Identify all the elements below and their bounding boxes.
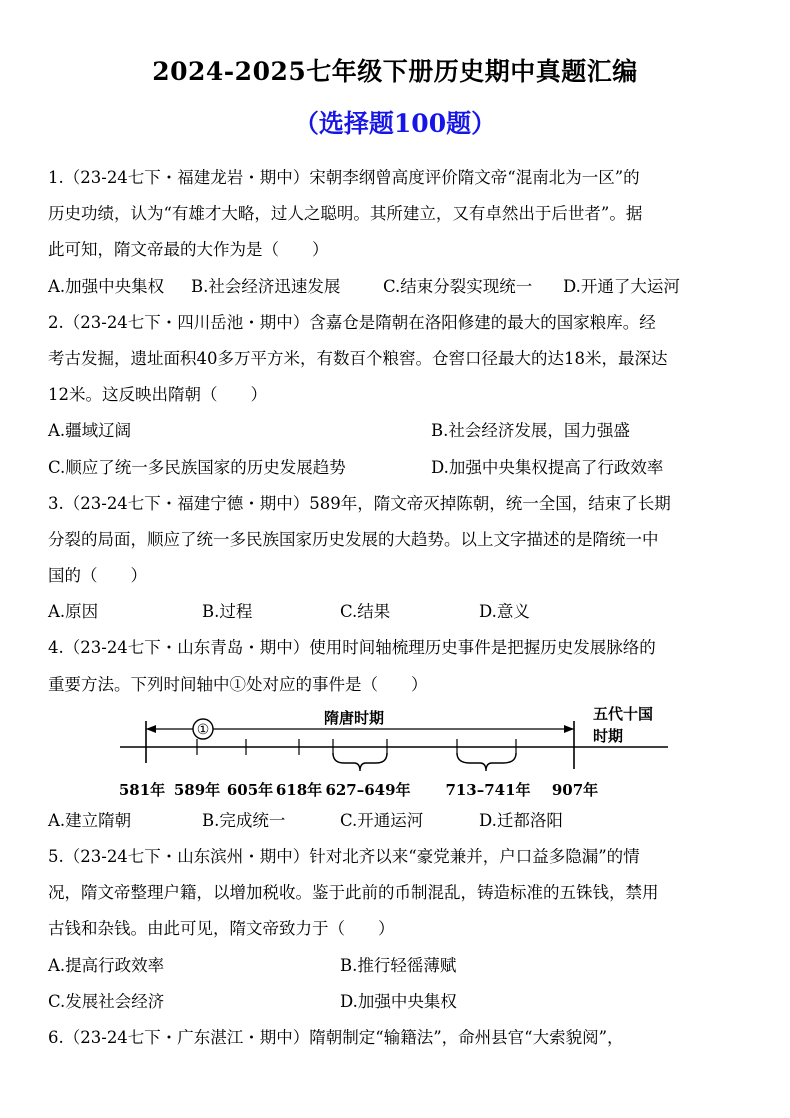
option-d[interactable]: D.开通了大运河 [563, 276, 680, 296]
question-text: 况，隋文帝整理户籍，以增加税收。鉴于此前的币制混乱，铸造标准的五铢钱，禁用 [48, 883, 659, 903]
question-text: 12米。这反映出隋朝（ ） [48, 385, 267, 405]
timeline-svg [48, 703, 742, 803]
options [48, 450, 742, 486]
question-text: 分裂的局面，顺应了统一多民族国家历史发展的大趋势。以上文字描述的是隋统一中 [48, 529, 659, 549]
question-text: 4.（23-24七下・山东青岛・期中）使用时间轴梳理历史事件是把握历史发展脉络的 [48, 638, 656, 658]
question-text: 考古发掘，遗址面积40多万平方米，有数百个粮窖。仓窖口径最大的达18米，最深达 [48, 348, 668, 368]
year-label: 907年 [551, 780, 599, 799]
brace-627-649 [333, 753, 387, 771]
question-5 [48, 839, 742, 1020]
question-text: 历史功绩，认为“有雄才大略，过人之聪明。其所建立，又有卓然出于后世者”。据 [48, 204, 643, 224]
timeline-figure [48, 703, 742, 803]
option-a[interactable]: A.提高行政效率 [48, 955, 165, 975]
question-4 [48, 630, 742, 839]
question-2 [48, 305, 742, 486]
year-label: 713–741年 [445, 780, 531, 799]
page-title: 2024-2025七年级下册历史期中真题汇编 [152, 57, 638, 86]
option-b[interactable]: B.过程 [202, 602, 253, 622]
question-text: 古钱和杂钱。由此可见，隋文帝致力于（ ） [48, 919, 395, 939]
option-a[interactable]: A.疆域辽阔 [48, 421, 132, 441]
option-c[interactable]: C.顺应了统一多民族国家的历史发展趋势 [48, 457, 346, 477]
question-text: 国的（ ） [48, 566, 147, 586]
period-label: 隋唐时期 [323, 708, 385, 727]
option-c[interactable]: C.开通运河 [340, 810, 424, 830]
options [48, 984, 742, 1020]
option-c[interactable]: C.发展社会经济 [48, 991, 165, 1011]
marker-label: ① [196, 721, 210, 738]
option-c[interactable]: C.结束分裂实现统一 [383, 276, 533, 296]
question-text: 重要方法。下列时间轴中①处对应的事件是（ ） [48, 674, 428, 694]
end-label-2: 时期 [593, 726, 624, 745]
brace-713-741 [457, 753, 516, 771]
options [48, 269, 742, 305]
year-label: 581年 [118, 780, 166, 799]
option-b[interactable]: B.社会经济发展，国力强盛 [431, 421, 630, 441]
question-text: 2.（23-24七下・四川岳池・期中）含嘉仓是隋朝在洛阳修建的最大的国家粮库。经 [48, 312, 656, 332]
options [48, 413, 742, 449]
question-6 [48, 1020, 742, 1056]
options [48, 803, 742, 839]
question-1 [48, 160, 742, 305]
options [48, 594, 742, 630]
end-label-1: 五代十国 [593, 704, 654, 723]
option-b[interactable]: B.推行轻徭薄赋 [340, 955, 457, 975]
page-subtitle: （选择题100题） [293, 109, 497, 138]
option-b[interactable]: B.社会经济迅速发展 [191, 276, 341, 296]
option-a[interactable]: A.建立隋朝 [48, 810, 132, 830]
question-3 [48, 486, 742, 631]
option-a[interactable]: A.原因 [48, 602, 99, 622]
period-arrow-right-icon [564, 725, 574, 733]
question-text: 5.（23-24七下・山东滨州・期中）针对北齐以来“豪党兼并，户口益多隐漏”的情 [48, 847, 640, 866]
option-d[interactable]: D.意义 [479, 602, 530, 622]
year-label: 589年 [173, 780, 221, 799]
option-d[interactable]: D.迁都洛阳 [479, 810, 563, 830]
year-label: 627–649年 [325, 780, 411, 799]
option-c[interactable]: C.结果 [340, 602, 391, 622]
question-text: 6.（23-24七下・广东湛江・期中）隋朝制定“输籍法”，命州县官“大索貌阅”， [48, 1027, 624, 1047]
options [48, 948, 742, 984]
question-text: 1.（23-24七下・福建龙岩・期中）宋朝李纲曾高度评价隋文帝“混南北为一区”的 [48, 168, 640, 187]
option-d[interactable]: D.加强中央集权提高了行政效率 [431, 457, 664, 477]
option-b[interactable]: B.完成统一 [202, 810, 286, 830]
period-arrow-left-icon [146, 725, 156, 733]
question-list [48, 160, 742, 1056]
question-text: 3.（23-24七下・福建宁德・期中）589年，隋文帝灭掉陈朝，统一全国，结束了长期 [48, 493, 671, 513]
option-d[interactable]: D.加强中央集权 [340, 991, 457, 1011]
option-a[interactable]: A.加强中央集权 [48, 276, 165, 296]
question-text: 此可知，隋文帝最的大作为是（ ） [48, 240, 329, 260]
year-label: 605年 [226, 780, 274, 799]
year-label: 618年 [275, 780, 323, 799]
